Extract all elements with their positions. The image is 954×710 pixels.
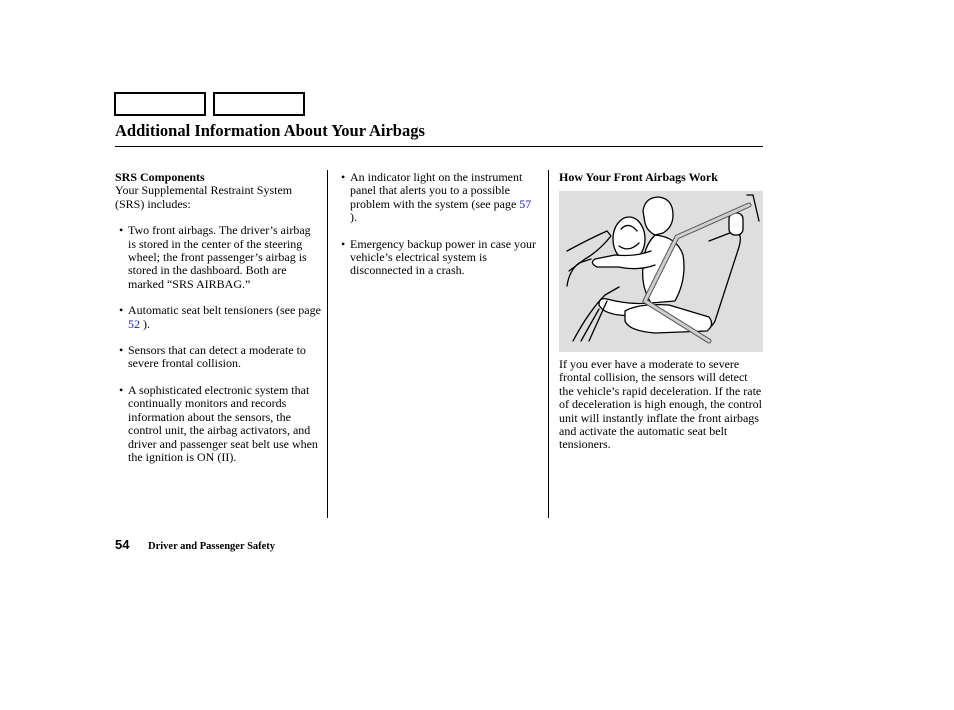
column-srs-continued xyxy=(337,171,541,278)
bullet-glyph: • xyxy=(119,223,124,238)
bullet-text-part: An indicator light on the instrument panel that alerts you to a possible problem with the system (see page xyxy=(350,170,523,211)
pillar xyxy=(747,195,759,221)
bullet-text xyxy=(350,171,541,225)
occupant-head xyxy=(643,197,673,235)
header-tab-box-1 xyxy=(114,92,206,116)
bullet-text-part: Automatic seat belt tensioners (see page xyxy=(128,303,321,318)
page-title: Additional Information About Your Airbags xyxy=(115,121,425,140)
bullet-text: A sophisticated electronic system that continually monitors and records information about the sensors, the control unit, the airbag activators, and driver and passenger seat belt use when the ignition is ON (II). xyxy=(128,382,318,464)
bullet-glyph: • xyxy=(341,170,346,184)
page-link-52[interactable]: 52 xyxy=(128,316,140,331)
srs-components-heading: SRS Components xyxy=(115,170,205,184)
seat-cushion xyxy=(625,305,712,333)
bullet-glyph: • xyxy=(119,343,124,358)
list-item xyxy=(337,171,541,225)
column-front-airbags xyxy=(559,171,763,184)
bullet-text xyxy=(128,304,321,331)
header-tab-box-2 xyxy=(213,92,305,116)
bullet-text: Emergency backup power in case your vehicle’s electrical system is disconnected in a crash. xyxy=(350,236,537,278)
airbag-deployment-illustration xyxy=(559,191,763,352)
bullet-glyph: • xyxy=(341,236,346,251)
airbag-illustration-svg xyxy=(559,191,763,352)
bullet-text-part: ). xyxy=(140,316,150,331)
list-item xyxy=(115,224,321,291)
list-item xyxy=(115,304,321,331)
bullet-text-part: ). xyxy=(350,210,357,225)
front-airbags-heading: How Your Front Airbags Work xyxy=(559,170,718,184)
bullet-text: Two front airbags. The driver’s airbag is stored in the center of the steering wheel; the front passenger’s airbag is stored in the dashboard. Both are marked “SRS AIRBAG.” xyxy=(128,223,311,291)
column-divider xyxy=(327,170,328,518)
srs-intro: Your Supplemental Restraint System (SRS) includes: xyxy=(115,183,293,211)
bullet-glyph: • xyxy=(119,303,124,318)
page-link-57[interactable]: 57 xyxy=(519,196,532,211)
column-srs-components xyxy=(115,171,321,464)
headrest xyxy=(729,213,743,235)
list-item xyxy=(115,384,321,464)
bullet-glyph: • xyxy=(119,382,124,397)
bullet-text: Sensors that can detect a moderate to severe frontal collision. xyxy=(128,343,306,371)
front-airbags-paragraph: If you ever have a moderate to severe frontal collision, the sensors will detect the vehicle’s rapid deceleration. If the rate of deceleration is high enough, the control unit will instantly inflate the front airbags and activate the automatic seat belt tensioners. xyxy=(559,357,762,452)
dashboard-lower xyxy=(567,259,591,286)
list-item xyxy=(115,344,321,371)
title-rule xyxy=(115,146,763,147)
list-item xyxy=(337,238,541,278)
page-number: 54 xyxy=(115,537,130,552)
footer-section-title: Driver and Passenger Safety xyxy=(148,541,276,552)
column-divider xyxy=(548,170,549,518)
front-airbags-body xyxy=(559,358,763,452)
